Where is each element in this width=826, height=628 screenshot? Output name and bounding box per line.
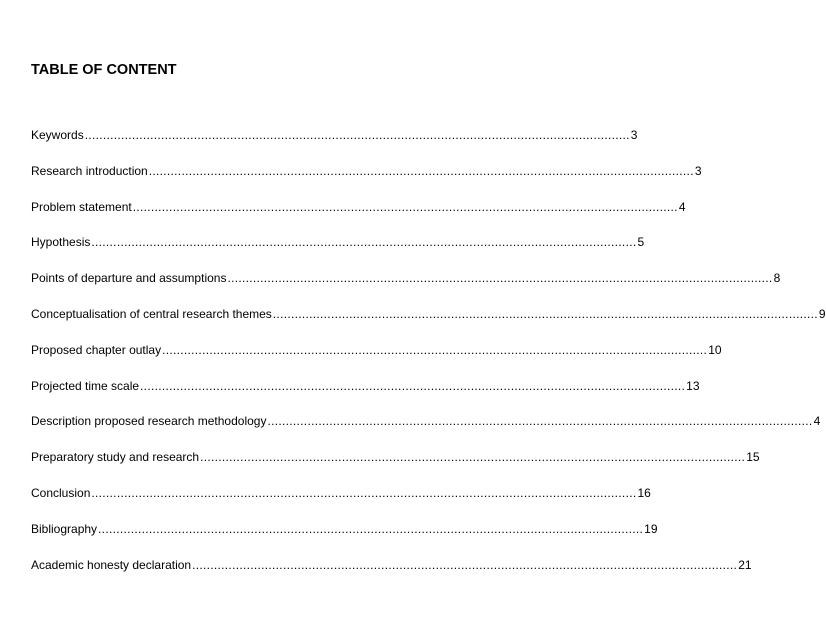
toc-entry — [31, 414, 821, 432]
toc-entry-page: 10 — [708, 342, 722, 357]
toc-entry-label: Conceptualisation of central research themes — [31, 306, 272, 321]
toc-leader-dots: ...................................................................................................................................................... — [267, 414, 813, 429]
toc-entry — [31, 378, 700, 397]
toc-entry-page: 4 — [678, 199, 686, 214]
toc-leader-dots: ...................................................................................................................................................... — [98, 521, 644, 536]
toc-entry-label: Hypothesis — [31, 235, 91, 250]
page-title: TABLE OF CONTENT — [31, 62, 177, 78]
toc-leader-dots: ...................................................................................................................................................... — [132, 199, 678, 214]
toc-entry-label: Conclusion — [31, 485, 91, 500]
toc-entry-page: 4 — [813, 414, 821, 429]
toc-entry-label: Academic honesty declaration — [31, 557, 192, 572]
toc-leader-dots: ...................................................................................................................................................... — [200, 450, 746, 465]
toc-entry-label: Preparatory study and research — [31, 450, 200, 465]
table-of-contents — [31, 128, 826, 576]
toc-leader-dots: ...................................................................................................................................................... — [162, 342, 708, 357]
toc-entry-page: 3 — [694, 163, 702, 178]
toc-entry-label: Proposed chapter outlay — [31, 342, 162, 357]
toc-entry-page: 9 — [818, 306, 826, 321]
toc-entry-page: 13 — [686, 378, 700, 393]
toc-entry-label: Keywords — [31, 128, 84, 142]
toc-leader-dots: ...................................................................................................................................................... — [192, 557, 738, 572]
toc-entry-page: 21 — [738, 557, 752, 572]
toc-entry-label: Points of departure and assumptions — [31, 271, 227, 286]
toc-entry-label: Description proposed research methodology — [31, 414, 267, 429]
toc-entry-label: Bibliography — [31, 521, 98, 536]
toc-leader-dots: ...................................................................................................................................................... — [84, 128, 630, 142]
toc-entry-page: 16 — [637, 485, 651, 500]
toc-entry-label: Research introduction — [31, 163, 148, 178]
toc-entry — [31, 557, 752, 576]
toc-leader-dots: ...................................................................................................................................................... — [148, 163, 694, 178]
toc-entry — [31, 521, 658, 540]
toc-entry — [31, 271, 781, 289]
toc-leader-dots: ...................................................................................................................................................... — [227, 271, 773, 286]
toc-leader-dots: ...................................................................................................................................................... — [272, 306, 818, 321]
toc-leader-dots: ...................................................................................................................................................... — [91, 485, 637, 500]
toc-entry — [31, 306, 826, 325]
toc-entry-label: Projected time scale — [31, 378, 140, 393]
toc-leader-dots: ...................................................................................................................................................... — [140, 378, 686, 393]
toc-entry-page: 19 — [644, 521, 658, 536]
toc-entry — [31, 128, 638, 146]
toc-entry-label: Problem statement — [31, 199, 132, 214]
toc-entry — [31, 450, 760, 468]
toc-entry — [31, 485, 651, 504]
toc-entry — [31, 163, 702, 182]
toc-entry — [31, 342, 722, 361]
toc-leader-dots: ...................................................................................................................................................... — [91, 235, 637, 250]
toc-entry — [31, 199, 686, 218]
toc-entry-page: 15 — [746, 450, 760, 465]
toc-entry-page: 8 — [773, 271, 781, 286]
toc-entry-page: 3 — [630, 128, 638, 142]
toc-entry — [31, 235, 645, 253]
toc-entry-page: 5 — [637, 235, 645, 250]
